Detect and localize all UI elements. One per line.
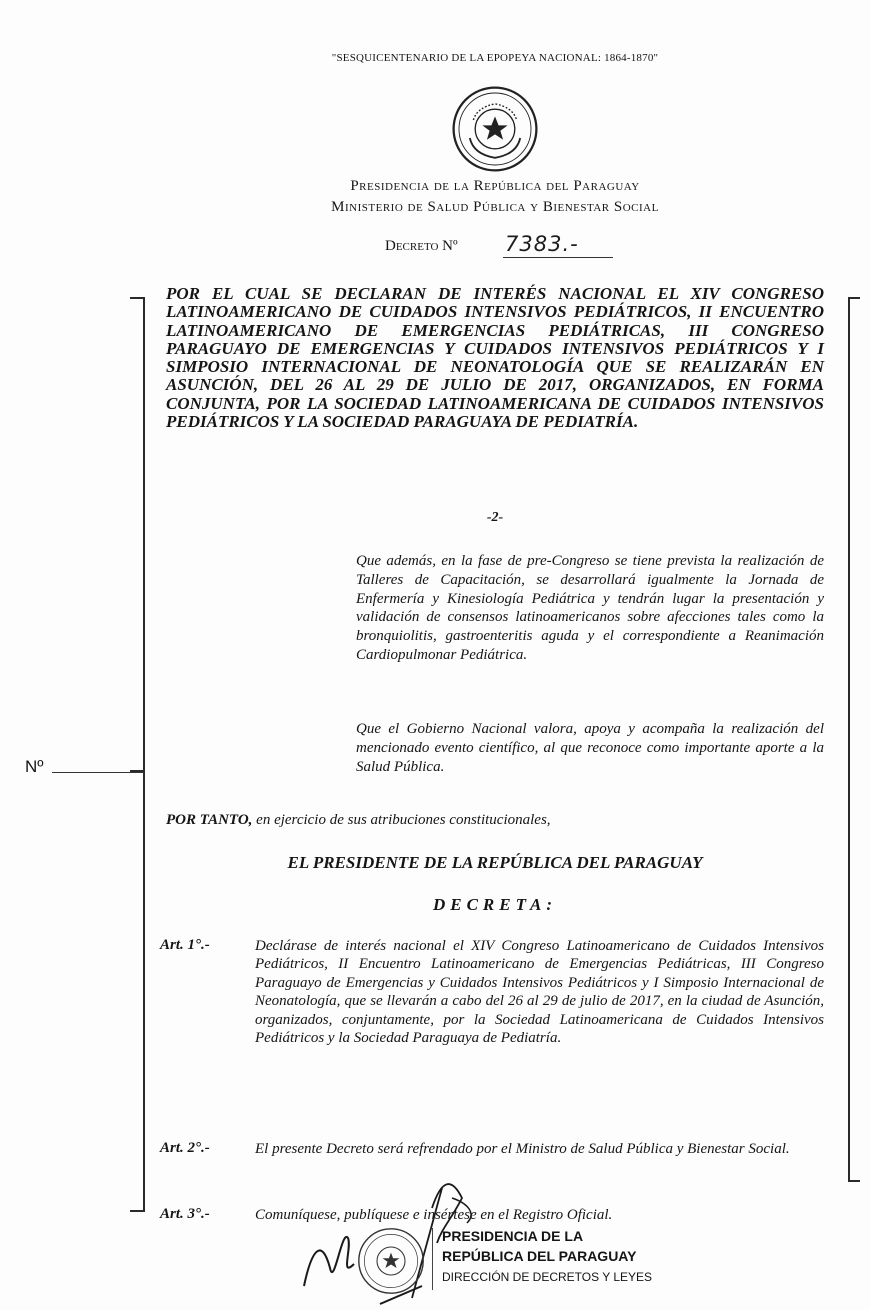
decree-number-underline (503, 257, 613, 258)
left-bracket-bottom (130, 1210, 144, 1212)
stamp-line-3: DIRECCIÓN DE DECRETOS Y LEYES (442, 1270, 653, 1284)
page-number: -2- (486, 510, 504, 525)
considerando-paragraph: Que además, en la fase de pre-Congreso se tiene prevista la realización de Talleres de Capacitación, se desarrollará igualmente la Jornada de Enfermería y Kinesiología Pediátrica y tendrán lugar la presentación y validación de consensos latinoamericanos sobre afecciones tales como la bronquiolitis, gastroenteritis aguda y el correspondiente a Reanimación Cardiopulmonar Pediátrica. (356, 553, 824, 663)
left-bracket-vertical (143, 297, 145, 1212)
decree-label: Decreto Nº (385, 238, 458, 254)
article-text: Declárase de interés nacional el XIV Congreso Latinoamericano de Cuidados Intensivos Pediátricos, II Encuentro Latinoamericano de Emergencias Pediátricas, III Congreso Paraguayo de Emergencias y Cuidados Intensivos Pediátricos y I Simposio Internacional de Neonatología, que se llevarán a cabo del 26 al 29 de julio de 2017, en la ciudad de Asunción, organizados, conjuntamente, por la Sociedad Latinoamericana de Cuidados Intensivos Pediátricos y la Sociedad Paraguaya de Pediatría. (255, 938, 824, 1047)
motto-line: "SESQUICENTENARIO DE LA EPOPEYA NACIONAL: 1864-1870" (331, 52, 659, 64)
decree-number: 7383.- (505, 232, 579, 256)
article-label: Art. 3°.- (160, 1206, 210, 1222)
article-label: Art. 2°.- (160, 1140, 210, 1156)
considerando-paragraph: Que el Gobierno Nacional valora, apoya y acompaña la realización del mencionado evento científico, al que reconoce como importante aporte a la Salud Pública. (356, 721, 824, 775)
right-bracket-top (848, 297, 860, 299)
article-label: Art. 1°.- (160, 937, 210, 953)
stamp-divider (432, 1228, 433, 1290)
side-number-line (52, 772, 144, 773)
article-text: El presente Decreto será refrendado por el Ministro de Salud Pública y Bienestar Social. (255, 1141, 790, 1157)
por-tanto-lead: POR TANTO, (166, 812, 253, 828)
institution-line-2: Ministerio de Salud Pública y Bienestar Social (331, 199, 659, 215)
stamp-line-1: PRESIDENCIA DE LA (442, 1228, 584, 1244)
decree-title: POR EL CUAL SE DECLARAN DE INTERÉS NACIONAL EL XIV CONGRESO LATINOAMERICANO DE CUIDADOS INTENSIVOS PEDIÁTRICOS, II ENCUENTRO LATINOAMERICANO DE EMERGENCIAS PEDIÁTRICAS, III CONGRESO PARAGUAYO DE EMERGENCIAS Y CUIDADOS INTENSIVOS PEDIÁTRICOS Y I SIMPOSIO INTERNACIONAL DE NEONATOLOGÍA QUE SE REALIZARÁN EN ASUNCIÓN, DEL 26 AL 29 DE JULIO DE 2017, ORGANIZADOS, EN FORMA CONJUNTA, POR LA SOCIEDAD LATINOAMERICANA DE CUIDADOS INTENSIVOS PEDIÁTRICOS Y LA SOCIEDAD PARAGUAYA DE PEDIATRÍA. (166, 284, 824, 432)
decree-number-line (385, 232, 635, 260)
side-number-label: Nº (25, 757, 44, 776)
stamp-line-2: REPÚBLICA DEL PARAGUAY (442, 1248, 637, 1264)
national-seal-icon (450, 84, 540, 174)
national-seal-icon (356, 1226, 426, 1296)
left-bracket-top (130, 297, 144, 299)
institution-line-1: Presidencia de la República del Paraguay (350, 178, 640, 194)
decreta-heading: DECRETA: (432, 895, 558, 914)
por-tanto-rest: en ejercicio de sus atribuciones constitucionales, (256, 812, 551, 828)
president-heading: EL PRESIDENTE DE LA REPÚBLICA DEL PARAGUAY (287, 853, 703, 872)
article-text: Comuníquese, publíquese e insértese en el Registro Oficial. (255, 1207, 613, 1223)
right-bracket-vertical (848, 297, 850, 1182)
right-bracket-bottom (848, 1180, 860, 1182)
por-tanto-line (166, 812, 551, 829)
